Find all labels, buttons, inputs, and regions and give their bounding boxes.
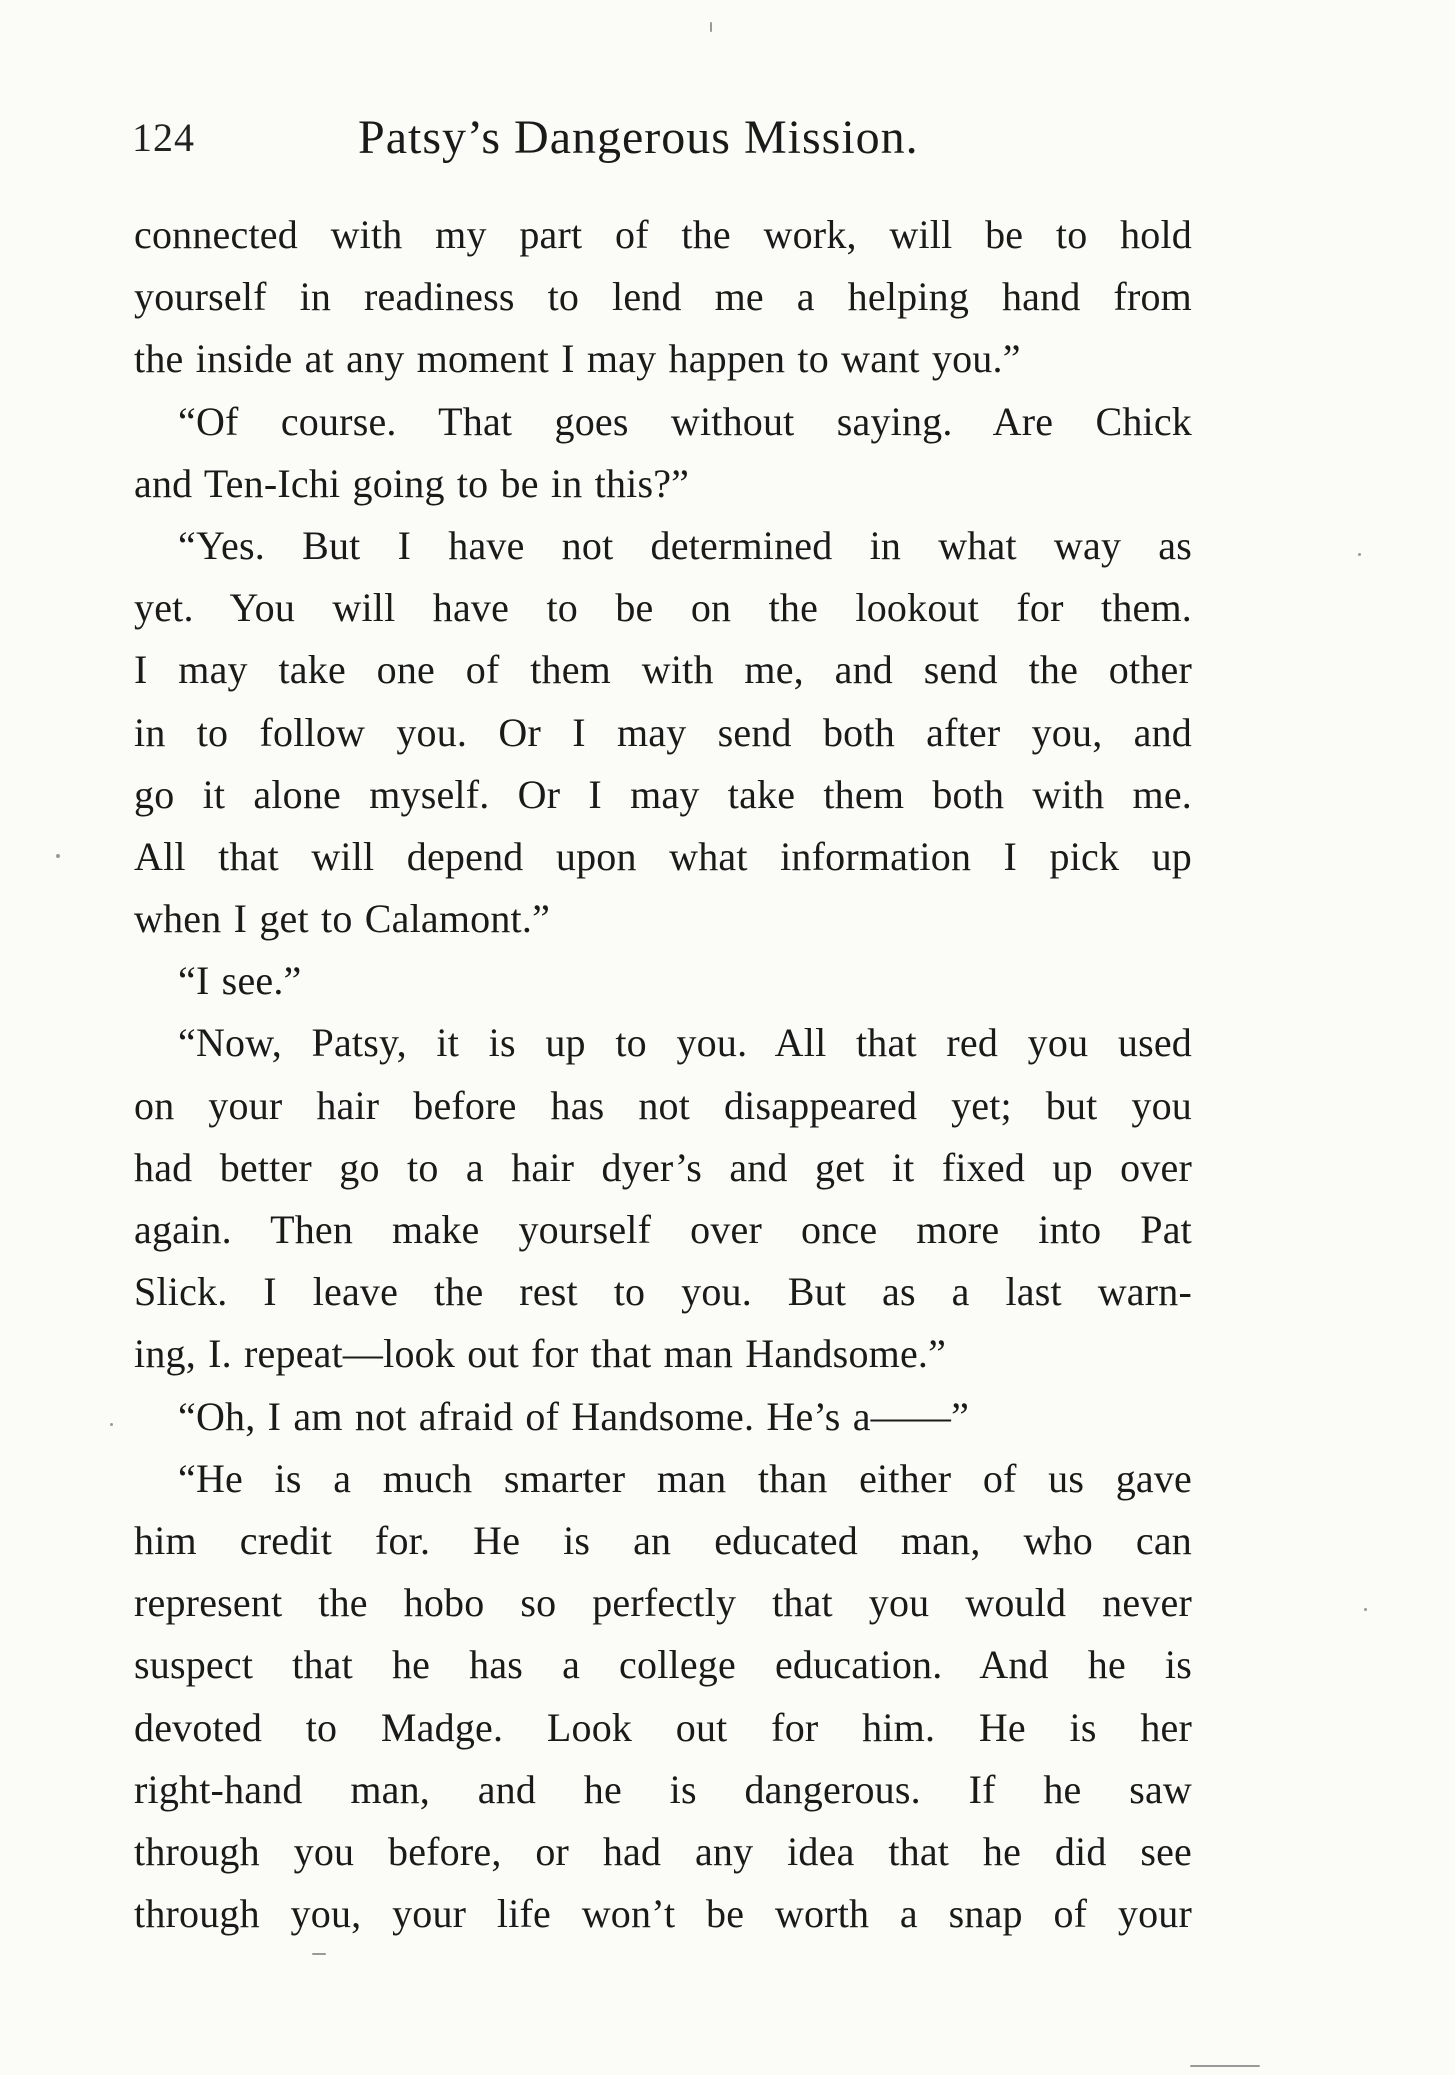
text-line: “Oh, I am not afraid of Handsome. He’s a——” xyxy=(178,1393,970,1439)
scan-speck xyxy=(1190,2065,1260,2067)
text-line: connected with my part of the work, will be to hold xyxy=(134,212,1192,257)
text-line: “I see.” xyxy=(178,958,302,1004)
text-line: suspect that he has a college education. And he is xyxy=(134,1642,1192,1688)
page-number: 124 xyxy=(132,115,195,160)
text-line: go it alone myself. Or I may take them both with me. xyxy=(134,771,1192,817)
scan-speck xyxy=(710,22,712,32)
page-header xyxy=(132,108,1192,168)
scan-speck xyxy=(1364,1608,1367,1611)
text-line: on your hair before has not disappeared yet; but you xyxy=(134,1082,1192,1128)
text-line: ing, I. repeat—look out for that man Handsome.” xyxy=(134,1331,947,1377)
text-line: yet. You will have to be on the lookout for them. xyxy=(134,585,1192,631)
text-line: him credit for. He is an educated man, who can xyxy=(134,1517,1192,1563)
text-line: “Of course. That goes without saying. Are Chick xyxy=(178,398,1192,444)
text-line: right-hand man, and he is dangerous. If he saw xyxy=(134,1766,1192,1812)
text-line: when I get to Calamont.” xyxy=(134,896,551,942)
text-line: “Now, Patsy, it is up to you. All that red you used xyxy=(178,1020,1192,1066)
scan-speck xyxy=(56,854,60,858)
running-title: Patsy’s Dangerous Mission. xyxy=(358,111,919,164)
text-line: “Yes. But I have not determined in what way as xyxy=(178,522,1192,568)
scan-speck xyxy=(110,1423,113,1426)
scan-speck xyxy=(1358,553,1361,556)
text-line: yourself in readiness to lend me a helping hand from xyxy=(134,274,1192,320)
text-line: devoted to Madge. Look out for him. He is her xyxy=(134,1704,1192,1750)
text-line: represent the hobo so perfectly that you would never xyxy=(134,1580,1192,1626)
text-line: the inside at any moment I may happen to want you.” xyxy=(134,336,1021,382)
text-line: Slick. I leave the rest to you. But as a last warn- xyxy=(134,1269,1192,1315)
text-line: through you before, or had any idea that he did see xyxy=(134,1828,1192,1874)
text-line: again. Then make yourself over once more into Pat xyxy=(134,1207,1192,1252)
text-line: had better go to a hair dyer’s and get it fixed up over xyxy=(134,1144,1192,1190)
body-text xyxy=(134,204,1192,1945)
text-line: and Ten-Ichi going to be in this?” xyxy=(134,460,690,506)
text-line: in to follow you. Or I may send both after you, and xyxy=(134,709,1192,755)
text-line: “He is a much smarter man than either of us gave xyxy=(178,1455,1192,1501)
text-line: through you, your life won’t be worth a snap of your xyxy=(134,1891,1192,1937)
text-line: I may take one of them with me, and send the other xyxy=(134,647,1192,693)
text-line: All that will depend upon what information I pick up xyxy=(134,833,1192,879)
scan-speck xyxy=(312,1953,326,1955)
